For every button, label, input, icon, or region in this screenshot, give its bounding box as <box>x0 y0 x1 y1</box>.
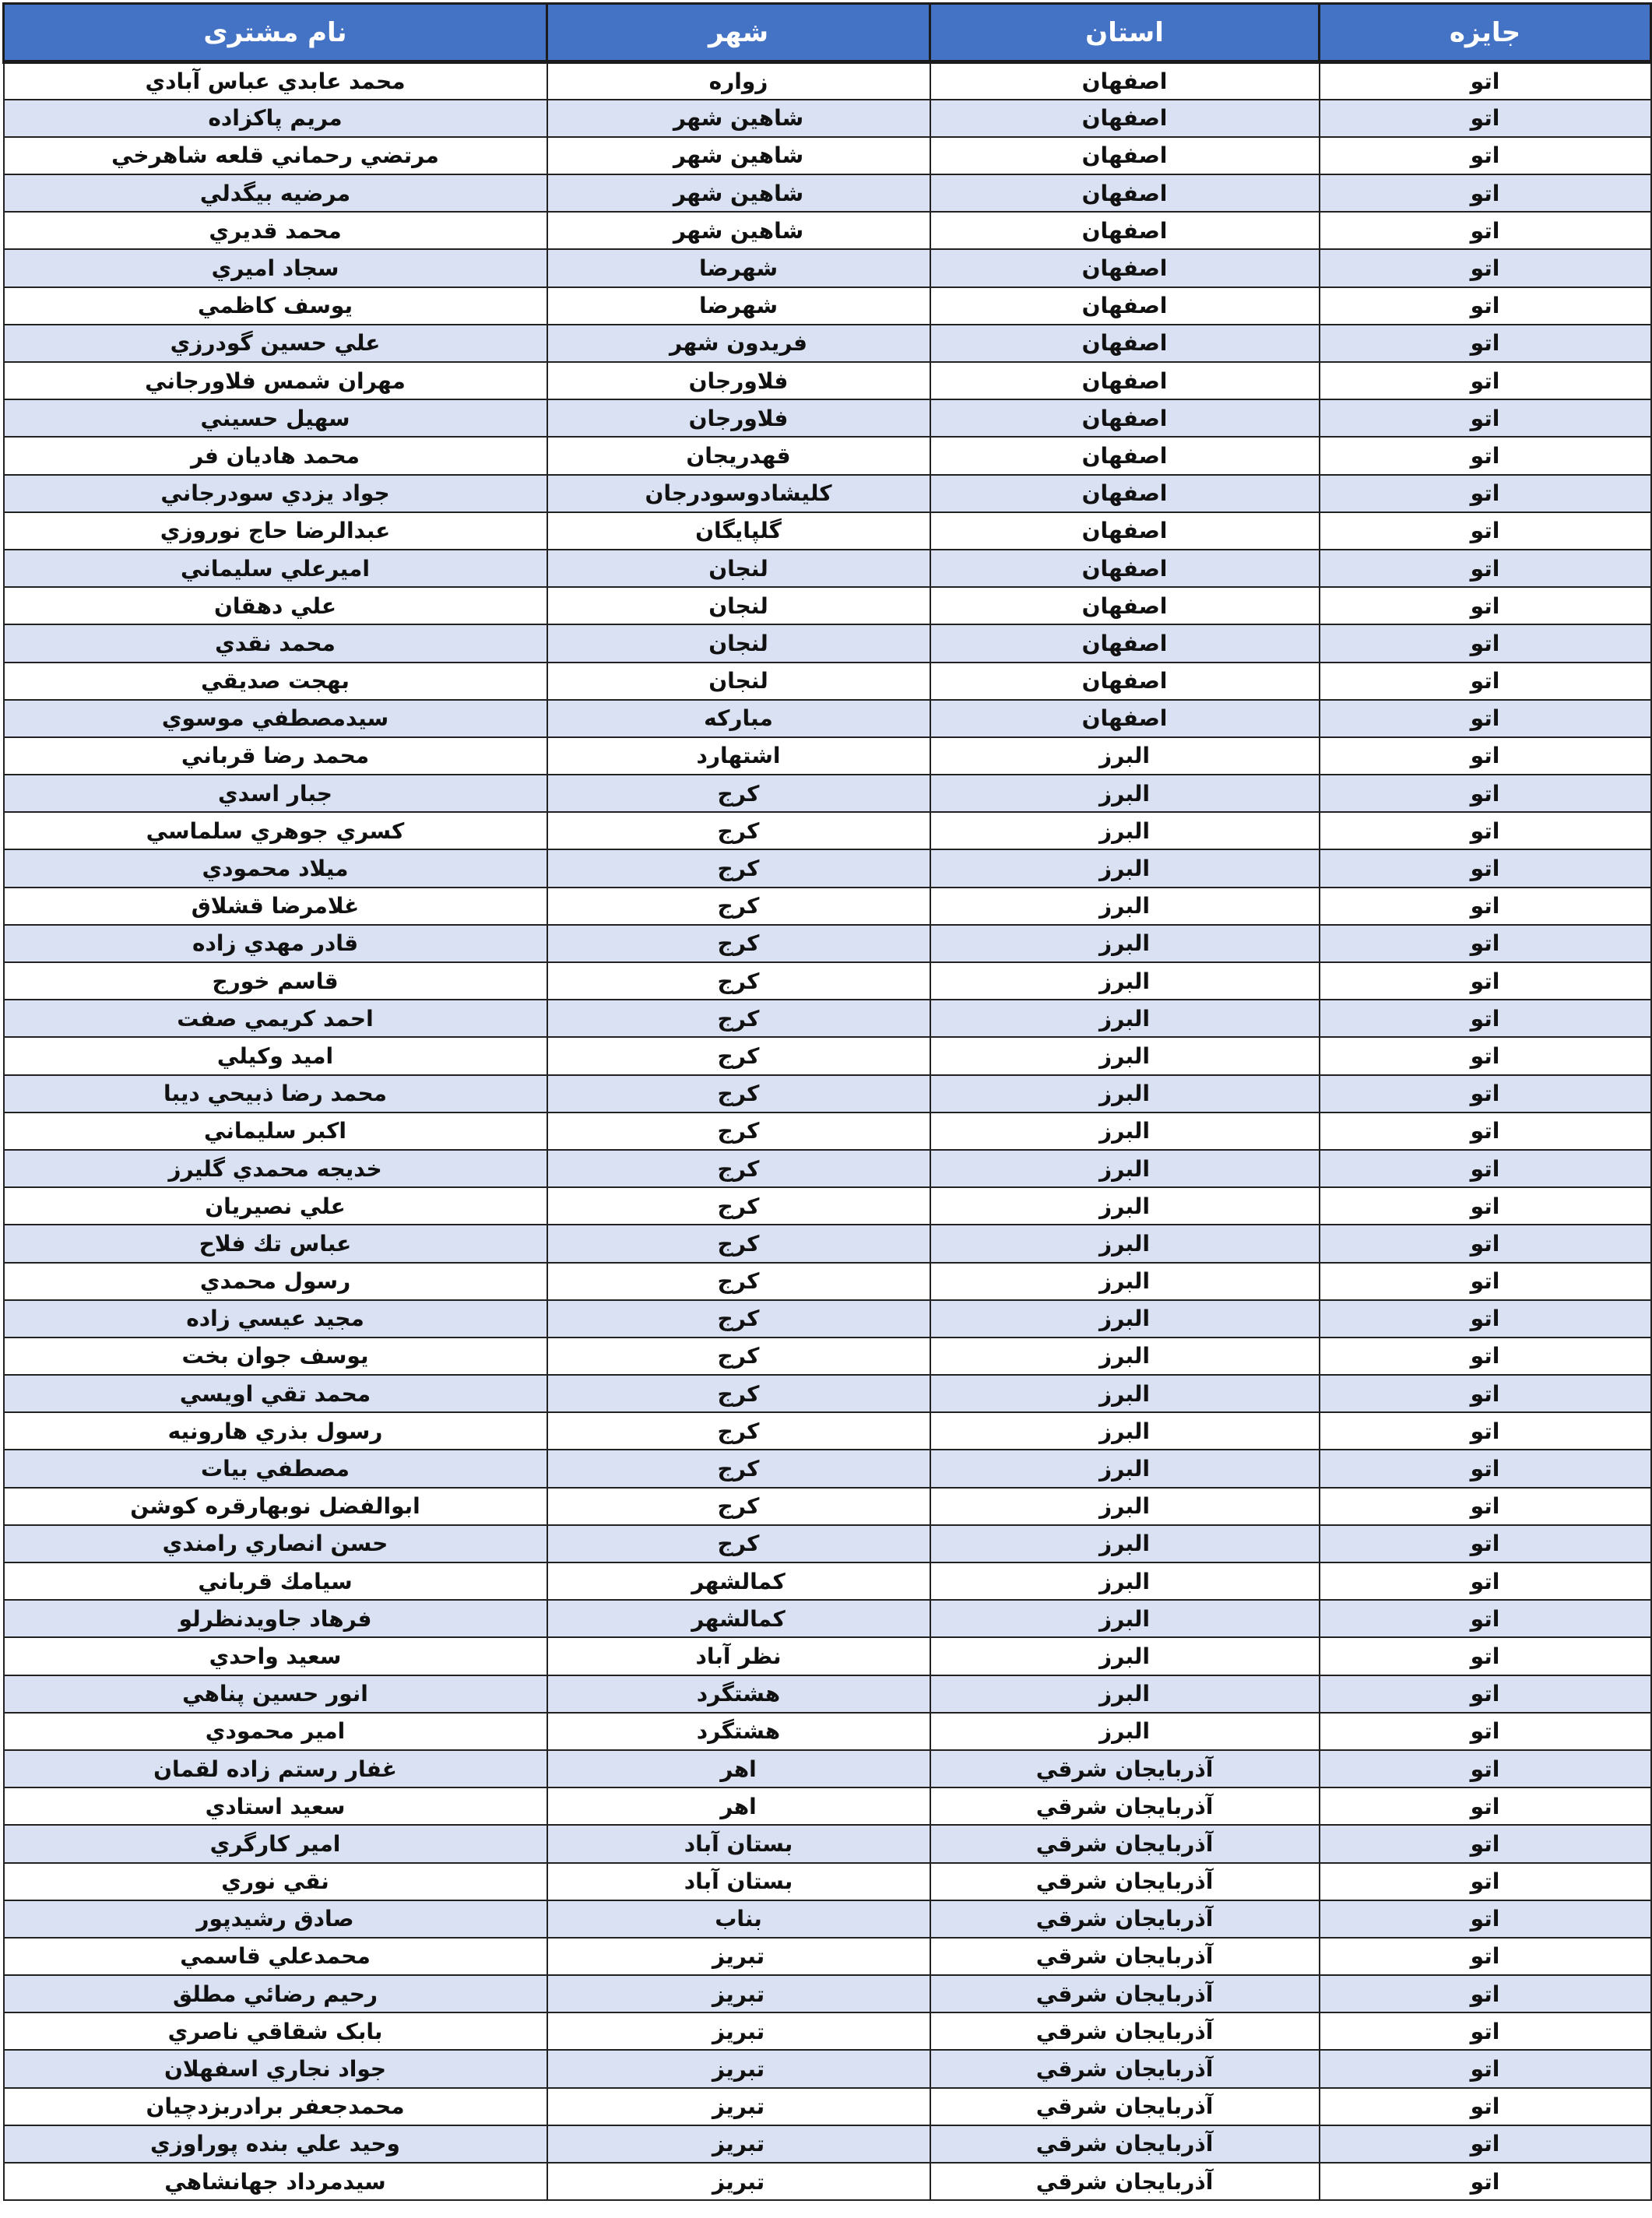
cell-province[interactable]: اصفهان <box>930 512 1320 550</box>
table-row <box>4 775 1651 812</box>
cell-prize[interactable]: اتو <box>1320 1975 1651 2012</box>
cell-customer-name[interactable]: علي نصيريان <box>4 1187 547 1225</box>
table-body <box>4 62 1651 2201</box>
cell-province[interactable]: آذربايجان شرقي <box>930 2163 1320 2200</box>
cell-province[interactable]: البرز <box>930 1075 1320 1113</box>
table-row <box>4 663 1651 700</box>
cell-prize[interactable]: اتو <box>1320 475 1651 512</box>
table-row <box>4 1225 1651 1262</box>
cell-prize[interactable]: اتو <box>1320 1525 1651 1562</box>
cell-city[interactable]: كرج <box>547 1300 930 1337</box>
cell-province[interactable]: البرز <box>930 962 1320 1000</box>
table-row <box>4 512 1651 550</box>
cell-province[interactable]: اصفهان <box>930 550 1320 587</box>
cell-prize[interactable]: اتو <box>1320 362 1651 399</box>
cell-customer-name[interactable]: سعيد واحدي <box>4 1637 547 1675</box>
cell-province[interactable]: البرز <box>930 1037 1320 1074</box>
cell-customer-name[interactable]: اميرعلي سليماني <box>4 550 547 587</box>
cell-province[interactable]: آذربايجان شرقي <box>930 1900 1320 1938</box>
table-row <box>4 287 1651 325</box>
table-row <box>4 587 1651 624</box>
cell-customer-name[interactable]: بهجت صديقي <box>4 663 547 700</box>
cell-customer-name[interactable]: علي دهقان <box>4 587 547 624</box>
table-row <box>4 1675 1651 1713</box>
cell-province[interactable]: اصفهان <box>930 100 1320 137</box>
cell-prize[interactable]: اتو <box>1320 2088 1651 2125</box>
cell-customer-name[interactable]: بابک شقاقي ناصري <box>4 2012 547 2050</box>
cell-customer-name[interactable]: محمد تقي اويسي <box>4 1375 547 1412</box>
cell-province[interactable]: البرز <box>930 1562 1320 1600</box>
cell-city[interactable]: تبريز <box>547 1938 930 1975</box>
cell-city[interactable]: شاهين شهر <box>547 174 930 212</box>
table-row <box>4 1975 1651 2012</box>
cell-city[interactable]: لنجان <box>547 624 930 662</box>
cell-prize[interactable]: اتو <box>1320 512 1651 550</box>
cell-customer-name[interactable]: مرضيه بيگدلي <box>4 174 547 212</box>
cell-prize[interactable]: اتو <box>1320 1037 1651 1074</box>
cell-customer-name[interactable]: عبدالرضا حاج نوروزي <box>4 512 547 550</box>
cell-customer-name[interactable]: فرهاد جاويدنظرلو <box>4 1600 547 1637</box>
table-row <box>4 962 1651 1000</box>
cell-customer-name[interactable]: صادق رشيدپور <box>4 1900 547 1938</box>
header-province[interactable]: استان <box>930 4 1320 62</box>
cell-province[interactable]: البرز <box>930 1375 1320 1412</box>
cell-city[interactable]: كرج <box>547 962 930 1000</box>
cell-city[interactable]: كرج <box>547 1263 930 1300</box>
cell-prize[interactable]: اتو <box>1320 399 1651 437</box>
cell-province[interactable]: آذربايجان شرقي <box>930 1863 1320 1900</box>
table-row <box>4 174 1651 212</box>
cell-customer-name[interactable]: محمد رضا قرباني <box>4 737 547 775</box>
cell-city[interactable]: كرج <box>547 1225 930 1262</box>
table-row <box>4 1750 1651 1787</box>
cell-city[interactable]: كرج <box>547 1075 930 1113</box>
cell-city[interactable]: تبريز <box>547 2163 930 2200</box>
cell-city[interactable]: فلاورجان <box>547 399 930 437</box>
cell-prize[interactable]: اتو <box>1320 1713 1651 1750</box>
cell-customer-name[interactable]: عباس تك فلاح <box>4 1225 547 1262</box>
cell-province[interactable]: آذربايجان شرقي <box>930 2012 1320 2050</box>
table-row <box>4 2088 1651 2125</box>
cell-customer-name[interactable]: محمد قديري <box>4 212 547 249</box>
cell-customer-name[interactable]: محمد نقدي <box>4 624 547 662</box>
cell-prize[interactable]: اتو <box>1320 550 1651 587</box>
cell-city[interactable]: بستان آباد <box>547 1863 930 1900</box>
table-row <box>4 1075 1651 1113</box>
cell-prize[interactable]: اتو <box>1320 1900 1651 1938</box>
table-row <box>4 399 1651 437</box>
cell-city[interactable]: كرج <box>547 1488 930 1525</box>
spreadsheet-sheet <box>2 2 1650 2201</box>
table-row <box>4 1263 1651 1300</box>
table-row <box>4 550 1651 587</box>
cell-prize[interactable]: اتو <box>1320 1225 1651 1262</box>
table-row <box>4 1375 1651 1412</box>
cell-city[interactable]: كرج <box>547 849 930 887</box>
cell-prize[interactable]: اتو <box>1320 1825 1651 1862</box>
table-row <box>4 1337 1651 1375</box>
cell-prize[interactable]: اتو <box>1320 812 1651 849</box>
cell-customer-name[interactable]: رسول بذري هارونيه <box>4 1412 547 1450</box>
cell-prize[interactable]: اتو <box>1320 249 1651 286</box>
cell-city[interactable]: لنجان <box>547 663 930 700</box>
cell-province[interactable]: البرز <box>930 812 1320 849</box>
cell-customer-name[interactable]: مهران شمس فلاورجاني <box>4 362 547 399</box>
cell-city[interactable]: شاهين شهر <box>547 100 930 137</box>
table-row <box>4 62 1651 100</box>
cell-prize[interactable]: اتو <box>1320 1187 1651 1225</box>
cell-city[interactable]: كمالشهر <box>547 1600 930 1637</box>
cell-province[interactable]: البرز <box>930 1412 1320 1450</box>
cell-city[interactable]: كرج <box>547 1113 930 1150</box>
cell-city[interactable]: بناب <box>547 1900 930 1938</box>
cell-city[interactable]: كرج <box>547 1000 930 1037</box>
cell-prize[interactable]: اتو <box>1320 775 1651 812</box>
prize-winners-table <box>2 2 1652 2201</box>
table-row <box>4 1562 1651 1600</box>
cell-province[interactable]: اصفهان <box>930 700 1320 737</box>
cell-city[interactable]: كرج <box>547 775 930 812</box>
table-row <box>4 849 1651 887</box>
cell-province[interactable]: البرز <box>930 1225 1320 1262</box>
table-header <box>4 4 1651 62</box>
cell-customer-name[interactable]: جبار اسدي <box>4 775 547 812</box>
cell-city[interactable]: بستان آباد <box>547 1825 930 1862</box>
table-row <box>4 888 1651 925</box>
table-row <box>4 100 1651 137</box>
cell-province[interactable]: البرز <box>930 1300 1320 1337</box>
cell-province[interactable]: اصفهان <box>930 399 1320 437</box>
cell-customer-name[interactable]: غفار رستم زاده لقمان <box>4 1750 547 1787</box>
cell-province[interactable]: البرز <box>930 1713 1320 1750</box>
cell-city[interactable]: شاهين شهر <box>547 137 930 174</box>
cell-customer-name[interactable]: يوسف جوان بخت <box>4 1337 547 1375</box>
cell-province[interactable]: آذربايجان شرقي <box>930 2050 1320 2087</box>
table-row <box>4 1825 1651 1862</box>
table-row <box>4 1863 1651 1900</box>
cell-province[interactable]: البرز <box>930 1337 1320 1375</box>
cell-province[interactable]: البرز <box>930 1637 1320 1675</box>
cell-customer-name[interactable]: محمدجعفر برادربزدچيان <box>4 2088 547 2125</box>
cell-prize[interactable]: اتو <box>1320 1938 1651 1975</box>
table-row <box>4 1187 1651 1225</box>
cell-city[interactable]: كرج <box>547 1525 930 1562</box>
cell-city[interactable]: كرج <box>547 1150 930 1187</box>
cell-customer-name[interactable]: يوسف كاظمي <box>4 287 547 325</box>
cell-province[interactable]: البرز <box>930 737 1320 775</box>
cell-city[interactable]: نظر آباد <box>547 1637 930 1675</box>
cell-province[interactable]: اصفهان <box>930 287 1320 325</box>
cell-province[interactable]: اصفهان <box>930 587 1320 624</box>
cell-prize[interactable]: اتو <box>1320 100 1651 137</box>
cell-customer-name[interactable]: محمد هاديان فر <box>4 437 547 474</box>
cell-customer-name[interactable]: اميد وكيلي <box>4 1037 547 1074</box>
cell-customer-name[interactable]: امير محمودي <box>4 1713 547 1750</box>
cell-prize[interactable]: اتو <box>1320 1150 1651 1187</box>
cell-customer-name[interactable]: علي حسين گودرزي <box>4 325 547 362</box>
table-row <box>4 1037 1651 1074</box>
cell-prize[interactable]: اتو <box>1320 437 1651 474</box>
cell-province[interactable]: البرز <box>930 1600 1320 1637</box>
cell-city[interactable]: كرج <box>547 1187 930 1225</box>
cell-province[interactable]: البرز <box>930 1488 1320 1525</box>
cell-customer-name[interactable]: جواد يزدي سودرجاني <box>4 475 547 512</box>
table-row <box>4 249 1651 286</box>
cell-city[interactable]: هشتگرد <box>547 1713 930 1750</box>
cell-prize[interactable]: اتو <box>1320 1300 1651 1337</box>
cell-prize[interactable]: اتو <box>1320 700 1651 737</box>
cell-customer-name[interactable]: مجيد عيسي زاده <box>4 1300 547 1337</box>
cell-prize[interactable]: اتو <box>1320 1075 1651 1113</box>
cell-city[interactable]: كرج <box>547 812 930 849</box>
cell-prize[interactable]: اتو <box>1320 2163 1651 2200</box>
cell-province[interactable]: آذربايجان شرقي <box>930 1975 1320 2012</box>
table-row <box>4 1637 1651 1675</box>
cell-prize[interactable]: اتو <box>1320 1863 1651 1900</box>
table-row <box>4 137 1651 174</box>
cell-province[interactable]: اصفهان <box>930 325 1320 362</box>
cell-customer-name[interactable]: خديجه محمدي گليرز <box>4 1150 547 1187</box>
cell-customer-name[interactable]: قاسم خورج <box>4 962 547 1000</box>
cell-prize[interactable]: اتو <box>1320 1000 1651 1037</box>
cell-customer-name[interactable]: كسري جوهري سلماسي <box>4 812 547 849</box>
cell-customer-name[interactable]: سيدمصطفي موسوي <box>4 700 547 737</box>
cell-prize[interactable]: اتو <box>1320 137 1651 174</box>
cell-city[interactable]: مباركه <box>547 700 930 737</box>
cell-customer-name[interactable]: رسول محمدي <box>4 1263 547 1300</box>
table-row <box>4 2012 1651 2050</box>
cell-city[interactable]: اهر <box>547 1750 930 1787</box>
table-row <box>4 325 1651 362</box>
cell-city[interactable]: هشتگرد <box>547 1675 930 1713</box>
cell-customer-name[interactable]: محمد عابدي عباس آبادي <box>4 62 547 100</box>
table-row <box>4 624 1651 662</box>
cell-province[interactable]: اصفهان <box>930 249 1320 286</box>
cell-province[interactable]: اصفهان <box>930 362 1320 399</box>
header-row <box>4 4 1651 62</box>
cell-province[interactable]: اصفهان <box>930 174 1320 212</box>
cell-prize[interactable]: اتو <box>1320 2050 1651 2087</box>
table-row <box>4 475 1651 512</box>
cell-province[interactable]: البرز <box>930 888 1320 925</box>
table-row <box>4 1150 1651 1187</box>
cell-customer-name[interactable]: انور حسين پناهي <box>4 1675 547 1713</box>
cell-province[interactable]: آذربايجان شرقي <box>930 1787 1320 1825</box>
table-row <box>4 1113 1651 1150</box>
cell-prize[interactable]: اتو <box>1320 849 1651 887</box>
cell-prize[interactable]: اتو <box>1320 1750 1651 1787</box>
table-row <box>4 1000 1651 1037</box>
cell-province[interactable]: البرز <box>930 1675 1320 1713</box>
cell-city[interactable]: كرج <box>547 1337 930 1375</box>
cell-customer-name[interactable]: مصطفي بيات <box>4 1450 547 1487</box>
table-row <box>4 737 1651 775</box>
cell-city[interactable]: اهر <box>547 1787 930 1825</box>
cell-prize[interactable]: اتو <box>1320 962 1651 1000</box>
table-row <box>4 2125 1651 2163</box>
table-row <box>4 2050 1651 2087</box>
cell-prize[interactable]: اتو <box>1320 325 1651 362</box>
cell-city[interactable]: لنجان <box>547 550 930 587</box>
cell-city[interactable]: گلپايگان <box>547 512 930 550</box>
cell-prize[interactable]: اتو <box>1320 1675 1651 1713</box>
table-row <box>4 812 1651 849</box>
table-row <box>4 212 1651 249</box>
cell-province[interactable]: البرز <box>930 849 1320 887</box>
cell-city[interactable]: شاهين شهر <box>547 212 930 249</box>
table-row <box>4 1300 1651 1337</box>
cell-city[interactable]: تبريز <box>547 2012 930 2050</box>
cell-prize[interactable]: اتو <box>1320 1337 1651 1375</box>
cell-prize[interactable]: اتو <box>1320 737 1651 775</box>
table-row <box>4 700 1651 737</box>
cell-customer-name[interactable]: امير كارگري <box>4 1825 547 1862</box>
cell-prize[interactable]: اتو <box>1320 587 1651 624</box>
cell-prize[interactable]: اتو <box>1320 1562 1651 1600</box>
cell-customer-name[interactable]: محمدعلي قاسمي <box>4 1938 547 1975</box>
cell-city[interactable]: اشتهارد <box>547 737 930 775</box>
cell-province[interactable]: البرز <box>930 1150 1320 1187</box>
cell-prize[interactable]: اتو <box>1320 624 1651 662</box>
table-row <box>4 2163 1651 2200</box>
cell-province[interactable]: البرز <box>930 1187 1320 1225</box>
cell-city[interactable]: تبريز <box>547 2125 930 2163</box>
cell-city[interactable]: كرج <box>547 1412 930 1450</box>
cell-province[interactable]: آذربايجان شرقي <box>930 1825 1320 1862</box>
cell-city[interactable]: زواره <box>547 62 930 100</box>
cell-city[interactable]: كرج <box>547 1450 930 1487</box>
cell-prize[interactable]: اتو <box>1320 2125 1651 2163</box>
table-row <box>4 1938 1651 1975</box>
header-customer-name[interactable]: نام مشتری <box>4 4 547 62</box>
cell-prize[interactable]: اتو <box>1320 1412 1651 1450</box>
table-row <box>4 1600 1651 1637</box>
cell-province[interactable]: البرز <box>930 1525 1320 1562</box>
cell-province[interactable]: اصفهان <box>930 212 1320 249</box>
table-row <box>4 362 1651 399</box>
cell-customer-name[interactable]: ميلاد محمودي <box>4 849 547 887</box>
cell-province[interactable]: آذربايجان شرقي <box>930 2088 1320 2125</box>
cell-city[interactable]: كرج <box>547 1037 930 1074</box>
table-row <box>4 1900 1651 1938</box>
cell-customer-name[interactable]: سهيل حسيني <box>4 399 547 437</box>
table-row <box>4 1713 1651 1750</box>
cell-prize[interactable]: اتو <box>1320 2012 1651 2050</box>
cell-prize[interactable]: اتو <box>1320 1375 1651 1412</box>
cell-customer-name[interactable]: سيدمرداد جهانشاهي <box>4 2163 547 2200</box>
cell-prize[interactable]: اتو <box>1320 174 1651 212</box>
cell-prize[interactable]: اتو <box>1320 1113 1651 1150</box>
cell-province[interactable]: آذربايجان شرقي <box>930 1750 1320 1787</box>
cell-customer-name[interactable]: اكبر سليماني <box>4 1113 547 1150</box>
cell-province[interactable]: آذربايجان شرقي <box>930 2125 1320 2163</box>
cell-customer-name[interactable]: رحيم رضائي مطلق <box>4 1975 547 2012</box>
header-prize[interactable]: جایزه <box>1320 4 1651 62</box>
cell-city[interactable]: شهرضا <box>547 249 930 286</box>
cell-province[interactable]: اصفهان <box>930 437 1320 474</box>
cell-prize[interactable]: اتو <box>1320 212 1651 249</box>
cell-customer-name[interactable]: جواد نجاري اسفهلان <box>4 2050 547 2087</box>
cell-city[interactable]: تبريز <box>547 2050 930 2087</box>
cell-customer-name[interactable]: قادر مهدي زاده <box>4 925 547 962</box>
cell-customer-name[interactable]: سجاد اميري <box>4 249 547 286</box>
table-row <box>4 1412 1651 1450</box>
cell-city[interactable]: لنجان <box>547 587 930 624</box>
header-city[interactable]: شهر <box>547 4 930 62</box>
cell-city[interactable]: كرج <box>547 1375 930 1412</box>
cell-province[interactable]: اصفهان <box>930 663 1320 700</box>
cell-customer-name[interactable]: مرتضي رحماني قلعه شاهرخي <box>4 137 547 174</box>
table-row <box>4 1488 1651 1525</box>
cell-customer-name[interactable]: محمد رضا ذبيحي ديبا <box>4 1075 547 1113</box>
cell-prize[interactable]: اتو <box>1320 1637 1651 1675</box>
cell-prize[interactable]: اتو <box>1320 1488 1651 1525</box>
cell-province[interactable]: البرز <box>930 1000 1320 1037</box>
table-row <box>4 1525 1651 1562</box>
cell-province[interactable]: اصفهان <box>930 475 1320 512</box>
cell-city[interactable]: تبريز <box>547 2088 930 2125</box>
cell-customer-name[interactable]: سيامك قرباني <box>4 1562 547 1600</box>
cell-city[interactable]: كرج <box>547 888 930 925</box>
cell-prize[interactable]: اتو <box>1320 62 1651 100</box>
cell-prize[interactable]: اتو <box>1320 925 1651 962</box>
cell-city[interactable]: شهرضا <box>547 287 930 325</box>
cell-province[interactable]: البرز <box>930 1113 1320 1150</box>
cell-province[interactable]: اصفهان <box>930 62 1320 100</box>
table-row <box>4 1787 1651 1825</box>
cell-city[interactable]: تبريز <box>547 1975 930 2012</box>
cell-city[interactable]: كمالشهر <box>547 1562 930 1600</box>
cell-customer-name[interactable]: حسن انصاري رامندي <box>4 1525 547 1562</box>
cell-province[interactable]: البرز <box>930 1450 1320 1487</box>
cell-prize[interactable]: اتو <box>1320 1787 1651 1825</box>
cell-prize[interactable]: اتو <box>1320 1600 1651 1637</box>
cell-prize[interactable]: اتو <box>1320 287 1651 325</box>
table-row <box>4 925 1651 962</box>
cell-province[interactable]: البرز <box>930 1263 1320 1300</box>
cell-prize[interactable]: اتو <box>1320 1263 1651 1300</box>
cell-customer-name[interactable]: سعيد استادي <box>4 1787 547 1825</box>
cell-customer-name[interactable]: غلامرضا قشلاق <box>4 888 547 925</box>
cell-city[interactable]: قهدريجان <box>547 437 930 474</box>
cell-prize[interactable]: اتو <box>1320 888 1651 925</box>
cell-customer-name[interactable]: ابوالفضل نوبهارقره كوشن <box>4 1488 547 1525</box>
cell-customer-name[interactable]: وحيد علي بنده پوراوزي <box>4 2125 547 2163</box>
cell-city[interactable]: كليشادوسودرجان <box>547 475 930 512</box>
cell-prize[interactable]: اتو <box>1320 663 1651 700</box>
cell-province[interactable]: آذربايجان شرقي <box>930 1938 1320 1975</box>
cell-city[interactable]: فلاورجان <box>547 362 930 399</box>
cell-province[interactable]: البرز <box>930 925 1320 962</box>
cell-customer-name[interactable]: نقي نوري <box>4 1863 547 1900</box>
cell-city[interactable]: فريدون شهر <box>547 325 930 362</box>
cell-customer-name[interactable]: احمد كريمي صفت <box>4 1000 547 1037</box>
cell-customer-name[interactable]: مريم پاكزاده <box>4 100 547 137</box>
table-row <box>4 1450 1651 1487</box>
table-row <box>4 437 1651 474</box>
cell-province[interactable]: البرز <box>930 775 1320 812</box>
cell-province[interactable]: اصفهان <box>930 137 1320 174</box>
cell-prize[interactable]: اتو <box>1320 1450 1651 1487</box>
cell-province[interactable]: اصفهان <box>930 624 1320 662</box>
cell-city[interactable]: كرج <box>547 925 930 962</box>
